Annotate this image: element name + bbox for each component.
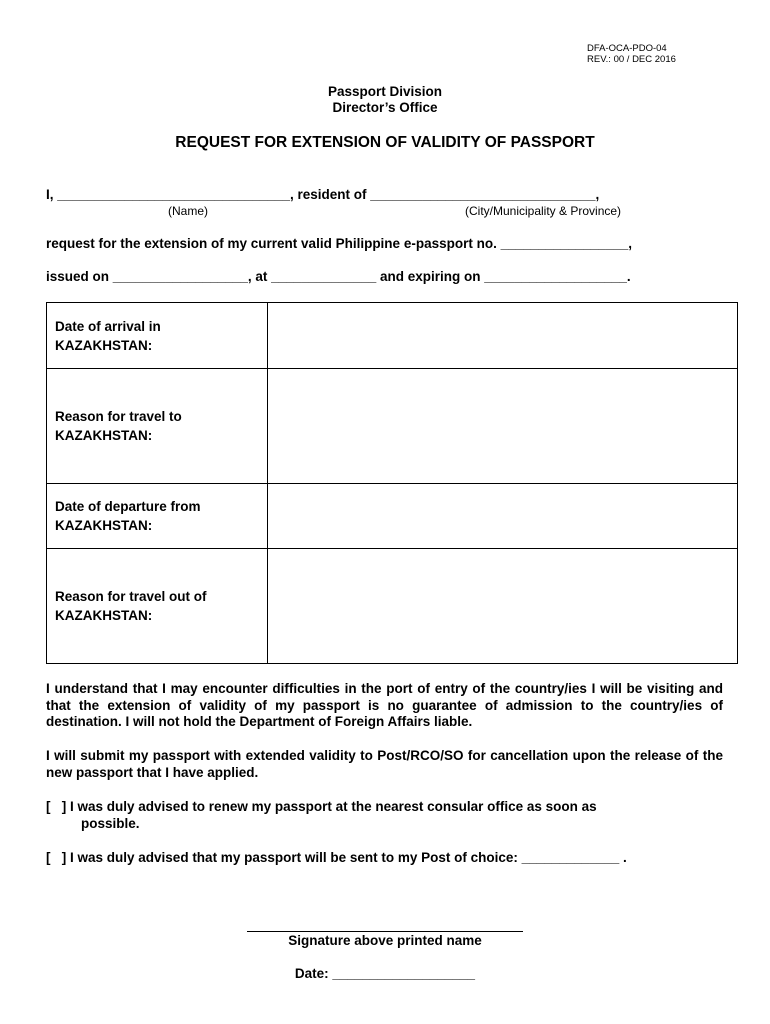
renewal-checkbox[interactable]: [ ] (46, 799, 67, 814)
name-residence-line[interactable]: I, _______________________________, resident of ______________________________, (46, 187, 600, 202)
reason-to-label: Reason for travel to KAZAKHSTAN: (47, 369, 268, 484)
date-line[interactable]: Date: ___________________ (294, 966, 476, 981)
table-row (47, 484, 738, 549)
renewal-checkbox-item[interactable] (46, 798, 723, 832)
division-heading: Passport Division (327, 84, 443, 99)
submission-paragraph: I will submit my passport with extended validity to Post/RCO/SO for cancellation upon the release of the new passport that I have applied. (46, 748, 723, 780)
renewal-text: I was duly advised to renew my passport at the nearest consular office as soon as (70, 799, 597, 814)
post-text: I was duly advised that my passport will be sent to my Post of choice: _____________ . (70, 850, 627, 865)
departure-label: Date of departure from KAZAKHSTAN: (47, 484, 268, 549)
revision-label: REV.: 00 / DEC 2016 (587, 54, 676, 65)
office-heading: Director’s Office (332, 100, 438, 115)
post-checkbox-item[interactable] (46, 849, 723, 866)
reason-to-field[interactable] (268, 369, 738, 484)
travel-info-table (46, 302, 738, 664)
reason-out-field[interactable] (268, 549, 738, 664)
signature-label: Signature above printed name (288, 933, 482, 948)
post-checkbox[interactable]: [ ] (46, 850, 67, 865)
name-caption: (Name) (168, 204, 209, 218)
table-row (47, 549, 738, 664)
arrival-field[interactable] (268, 303, 738, 369)
document-code: DFA-OCA-PDO-04 (587, 43, 667, 54)
departure-field[interactable] (268, 484, 738, 549)
issuance-line[interactable]: issued on __________________, at ______________ and expiring on ___________________. (46, 269, 631, 284)
city-caption: (City/Municipality & Province) (465, 204, 622, 218)
table-row (47, 303, 738, 369)
signature-line[interactable] (247, 931, 523, 932)
reason-out-label: Reason for travel out of KAZAKHSTAN: (47, 549, 268, 664)
arrival-label: Date of arrival in KAZAKHSTAN: (47, 303, 268, 369)
form-title: REQUEST FOR EXTENSION OF VALIDITY OF PASSPORT (175, 134, 595, 151)
liability-paragraph: I understand that I may encounter difficulties in the port of entry of the country/ies I will be visiting and that the extension of validity of my passport is no guarantee of admission to the country/ies of destination. I will not hold the Department of Foreign Affairs liable. (46, 681, 723, 729)
table-row (47, 369, 738, 484)
passport-number-line[interactable]: request for the extension of my current valid Philippine e-passport no. _________________, (46, 236, 632, 251)
renewal-text-cont: possible. (81, 816, 140, 831)
